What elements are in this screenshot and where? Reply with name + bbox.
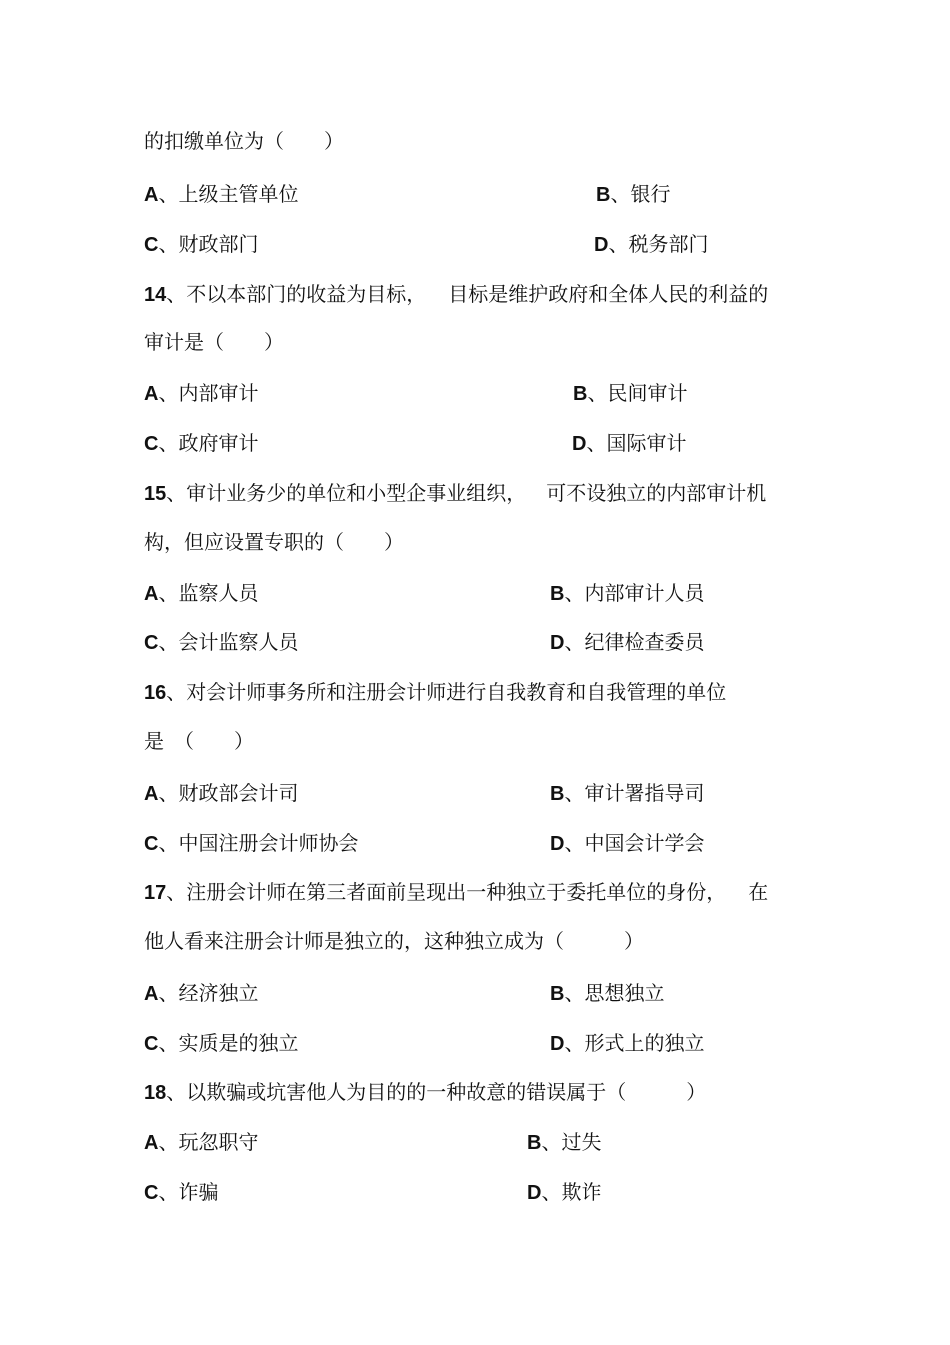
q17-option-c: C、实质是的独立 — [144, 1031, 299, 1055]
q17-option-b: B、思想独立 — [550, 981, 665, 1005]
q18-option-c: C、诈骗 — [144, 1180, 219, 1204]
question-15-text-line2: 构，但应设置专职的（ ） — [144, 530, 404, 554]
question-18-text: 18、以欺骗或坑害他人为目的的一种故意的错误属于（ ） — [144, 1080, 707, 1104]
q13-option-d: D、税务部门 — [594, 232, 709, 256]
q15-option-c: C、会计监察人员 — [144, 630, 299, 654]
q17-option-d: D、形式上的独立 — [550, 1031, 705, 1055]
q18-option-d: D、欺诈 — [527, 1180, 602, 1204]
q16-option-d: D、中国会计学会 — [550, 831, 705, 855]
q15-option-a: A、监察人员 — [144, 581, 259, 605]
q15-option-d: D、纪律检查委员 — [550, 630, 705, 654]
q16-option-c: C、中国注册会计师协会 — [144, 831, 359, 855]
q18-option-b: B、过失 — [527, 1130, 602, 1154]
question-14-text: 14、不以本部门的收益为目标， 目标是维护政府和全体人民的利益的 — [144, 282, 769, 306]
question-16-text: 16、对会计师事务所和注册会计师进行自我教育和自我管理的单位 — [144, 680, 727, 704]
q16-option-a: A、财政部会计司 — [144, 781, 299, 805]
question-16-text-line2: 是 （ ） — [144, 729, 254, 753]
q17-option-a: A、经济独立 — [144, 981, 259, 1005]
question-17-text-line2: 他人看来注册会计师是独立的，这种独立成为（ ） — [144, 929, 644, 953]
q14-option-b: B、民间审计 — [573, 381, 688, 405]
q14-option-c: C、政府审计 — [144, 431, 259, 455]
q18-option-a: A、玩忽职守 — [144, 1130, 259, 1154]
q15-option-b: B、内部审计人员 — [550, 581, 705, 605]
q13-option-a: A、上级主管单位 — [144, 182, 299, 206]
q16-option-b: B、审计署指导司 — [550, 781, 705, 805]
q13-option-b: B、银行 — [596, 182, 671, 206]
question-15-text: 15、审计业务少的单位和小型企事业组织， 可不设独立的内部审计机 — [144, 481, 767, 505]
q14-option-d: D、国际审计 — [572, 431, 687, 455]
question-17-text: 17、注册会计师在第三者面前呈现出一种独立于委托单位的身份， 在 — [144, 880, 769, 904]
question-14-text-line2: 审计是（ ） — [144, 330, 284, 354]
question-13-continuation: 的扣缴单位为（ ） — [144, 129, 344, 153]
q13-option-c: C、财政部门 — [144, 232, 259, 256]
q14-option-a: A、内部审计 — [144, 381, 259, 405]
